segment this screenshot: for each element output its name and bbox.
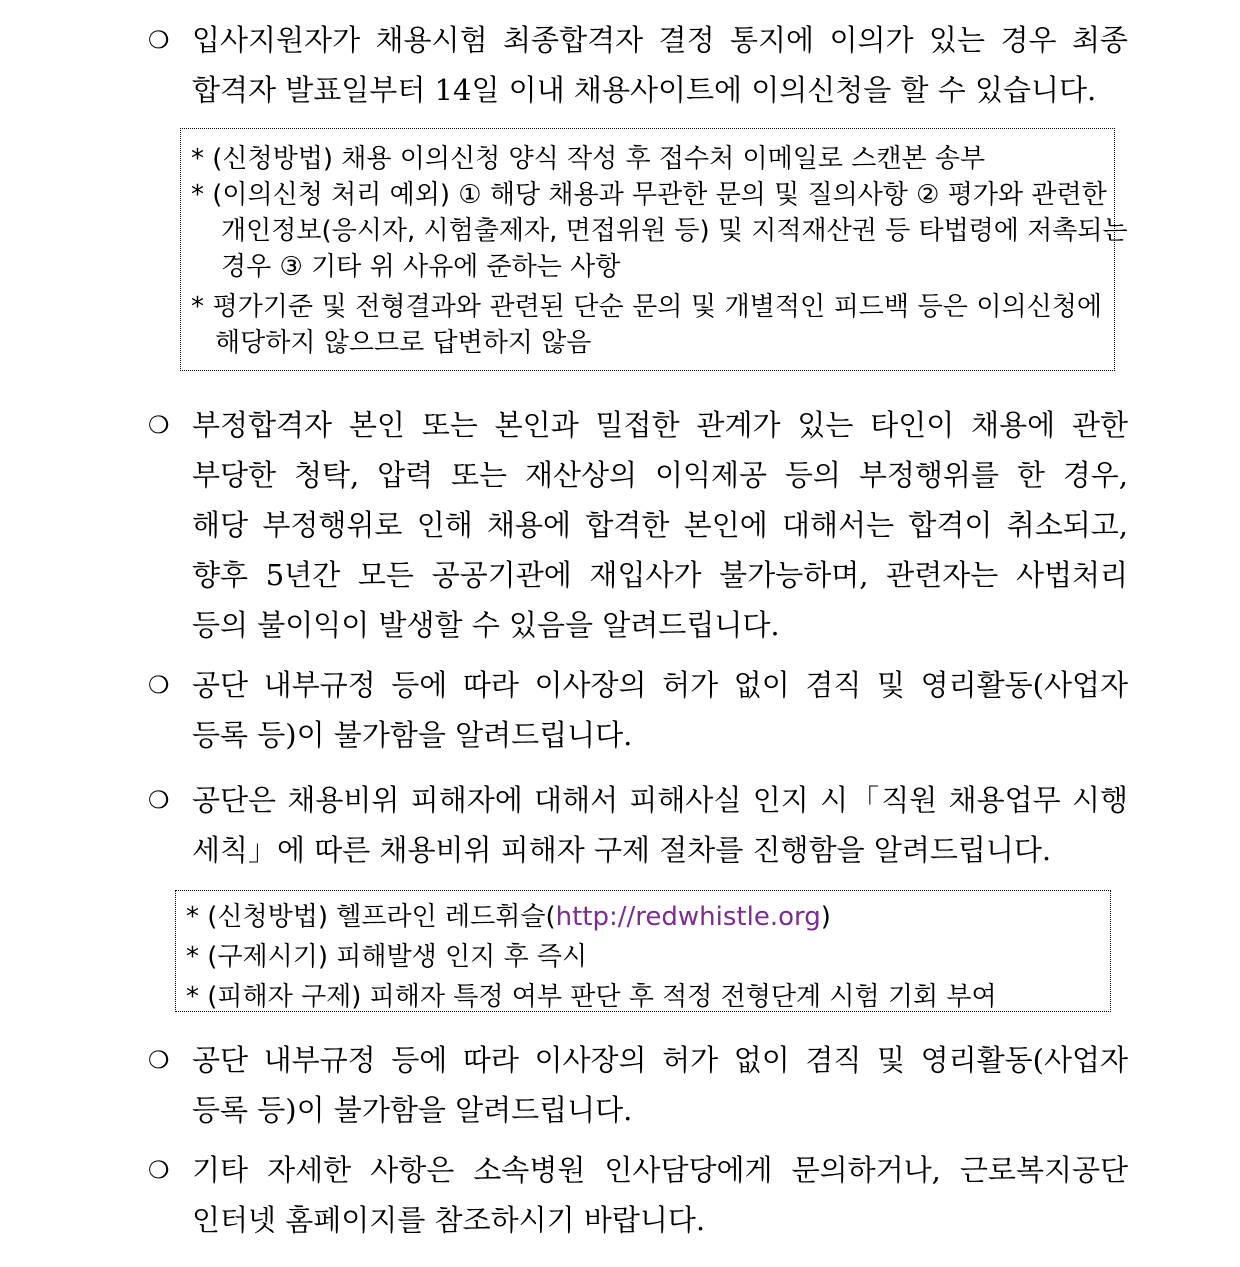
- paragraph-line: 합격자 발표일부터 14일 이내 채용사이트에 이의신청을 할 수 있습니다.: [192, 73, 1097, 107]
- notice-item-side-job-repeat: [148, 1035, 1128, 1135]
- circle-bullet-icon: ❍: [148, 1046, 170, 1074]
- paragraph-line: 해당 부정행위로 인해 채용에 합격한 본인에 대해서는 합격이 취소되고,: [192, 508, 1128, 542]
- paragraph-line: 등록 등)이 불가함을 알려드립니다.: [192, 1093, 633, 1127]
- paragraph-line: 등의 불이익이 발생할 수 있음을 알려드립니다.: [192, 608, 780, 642]
- box-line-prefix: * (신청방법) 헬프라인 레드휘슬(: [186, 902, 556, 932]
- paragraph-line: 입사지원자가 채용시험 최종합격자 결정 통지에 이의가 있는 경우 최종: [192, 23, 1128, 57]
- box-line-suffix: ): [820, 902, 831, 932]
- paragraph-line: 인터넷 홈페이지를 참조하시기 바랍니다.: [192, 1203, 706, 1237]
- circle-bullet-icon: ❍: [148, 1156, 170, 1184]
- paragraph-line: 기타 자세한 사항은 소속병원 인사담당에게 문의하거나, 근로복지공단: [192, 1153, 1128, 1187]
- paragraph-line: 향후 5년간 모든 공공기관에 재입사가 불가능하며, 관련자는 사법처리: [192, 558, 1128, 592]
- paragraph-line: 부당한 청탁, 압력 또는 재산상의 이익제공 등의 부정행위를 한 경우,: [192, 458, 1128, 492]
- circle-bullet-icon: ❍: [148, 26, 170, 54]
- paragraph-line: 등록 등)이 불가함을 알려드립니다.: [192, 718, 633, 752]
- circle-bullet-icon: ❍: [148, 411, 170, 439]
- redwhistle-link[interactable]: http://redwhistle.org: [555, 902, 821, 932]
- box-line: * (신청방법) 채용 이의신청 양식 작성 후 접수처 이메일로 스캔본 송부: [191, 144, 986, 174]
- notice-item-victim-relief: [148, 775, 1128, 875]
- notice-item-side-job: [148, 660, 1128, 760]
- relief-details-box: [175, 890, 1111, 1012]
- notice-item-fraud: [148, 400, 1128, 650]
- circle-bullet-icon: ❍: [148, 786, 170, 814]
- box-line: 경우 ③ 기타 위 사유에 준하는 사항: [221, 252, 621, 282]
- box-line: * (피해자 구제) 피해자 특정 여부 판단 후 적정 전형단계 시험 기회 부여: [186, 982, 997, 1012]
- paragraph-line: 부정합격자 본인 또는 본인과 밀접한 관계가 있는 타인이 채용에 관한: [192, 408, 1128, 442]
- notice-item-contact: [148, 1145, 1128, 1245]
- paragraph-line: 공단 내부규정 등에 따라 이사장의 허가 없이 겸직 및 영리활동(사업자: [192, 1043, 1128, 1077]
- notice-item-objection: [148, 15, 1128, 115]
- paragraph-line: 세칙」에 따른 채용비위 피해자 구제 절차를 진행함을 알려드립니다.: [192, 833, 1052, 867]
- box-line: * (구제시기) 피해발생 인지 후 즉시: [186, 942, 588, 972]
- box-line: * 평가기준 및 전형결과와 관련된 단순 문의 및 개별적인 피드백 등은 이의신청에: [191, 292, 1102, 322]
- box-line: * (이의신청 처리 예외) ① 해당 채용과 무관한 문의 및 질의사항 ② 평가와 관련한: [191, 180, 1107, 210]
- circle-bullet-icon: ❍: [148, 671, 170, 699]
- box-line: [186, 897, 1098, 937]
- box-line: 해당하지 않으므로 답변하지 않음: [215, 328, 592, 358]
- box-line: 개인정보(응시자, 시험출제자, 면접위원 등) 및 지적재산권 등 타법령에 저촉되는: [221, 216, 1128, 246]
- paragraph-line: 공단은 채용비위 피해자에 대해서 피해사실 인지 시「직원 채용업무 시행: [192, 783, 1128, 817]
- paragraph-line: 공단 내부규정 등에 따라 이사장의 허가 없이 겸직 및 영리활동(사업자: [192, 668, 1128, 702]
- objection-details-box: [180, 128, 1128, 371]
